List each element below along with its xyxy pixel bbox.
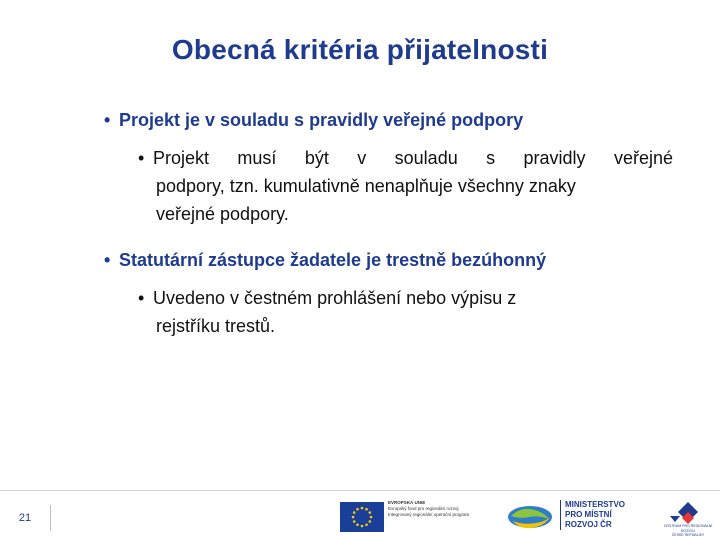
slide-title: Obecná kritéria přijatelnosti: [171, 34, 549, 65]
page-number: 21: [0, 505, 51, 531]
sub-bullet-line: veřejné podpory.: [156, 204, 289, 224]
footer-divider: [0, 490, 720, 491]
bullet-item: [104, 110, 664, 131]
ministry-logo-icon: [505, 502, 555, 532]
bullet-dot: •: [104, 250, 111, 270]
bullet-text: Statutární zástupce žadatele je trestně bezúhonný: [119, 250, 547, 270]
eu-logo-text: EVROPSKÁ UNIE Evropský fond pro regionální rozvoj Integrovaný regionální operační program: [388, 500, 470, 517]
footer-logos: [340, 496, 720, 540]
crr-logo-text: CENTRUM PRO REGIONÁLNÍ ROZVOJ ČESKÉ REPUBLIKY: [663, 524, 713, 537]
sub-bullet-item: [138, 144, 673, 228]
sub-bullet-line: podpory, tzn. kumulativně nenaplňuje všechny znaky: [156, 176, 576, 196]
sub-bullet-line: rejstříku trestů.: [156, 316, 276, 336]
bullet-text: Projekt je v souladu s pravidly veřejné podpory: [119, 110, 524, 130]
sub-bullet-item: [138, 284, 673, 340]
sub-bullet-line: • Projekt musí být v souladu s pravidly veřejné: [138, 144, 673, 172]
ministry-logo-text: MINISTERSTVO PRO MÍSTNÍ ROZVOJ ČR: [560, 500, 655, 530]
sub-bullet-dot: •: [138, 148, 145, 168]
sub-bullet-line: • Uvedeno v čestném prohlášení nebo výpisu z: [138, 284, 673, 312]
bullet-item: [104, 250, 664, 271]
eu-flag-logo: [340, 502, 384, 532]
sub-bullet-dot: •: [138, 288, 145, 308]
eu-stars-icon: [340, 502, 384, 532]
bullet-dot: •: [104, 110, 111, 130]
